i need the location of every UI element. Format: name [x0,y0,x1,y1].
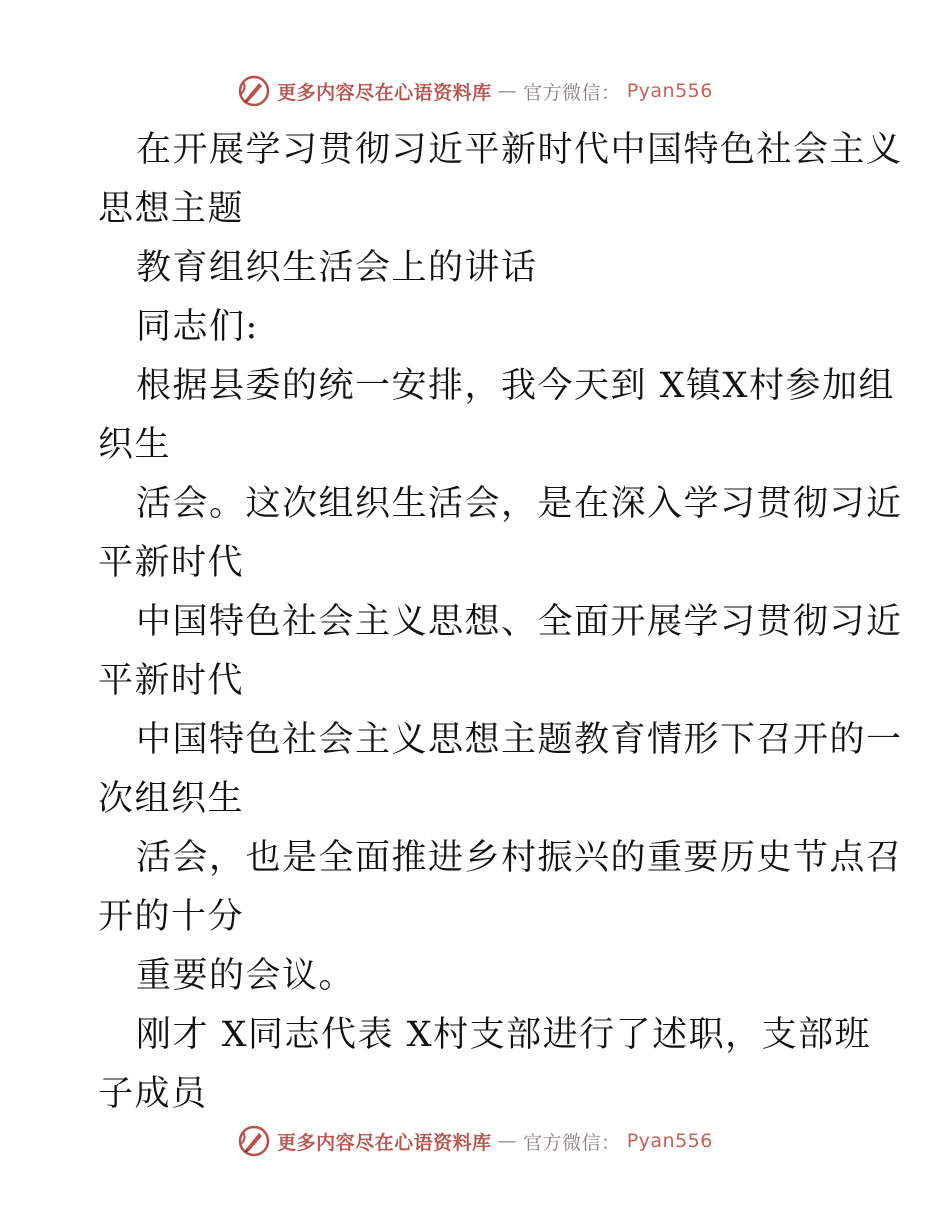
watermark-separator: — [497,1130,518,1152]
paragraph-line: 重要的会议。 [136,956,356,996]
watermark-official-label: 官方微信： [523,81,621,104]
paragraph-line: 次组织生 [98,779,245,819]
watermark-separator: — [497,80,518,102]
paragraph-line: 织生 [98,425,172,465]
title-line-1: 在开展学习贯彻习近平新时代中国特色社会主义 [136,130,903,170]
paragraph-line: 活会，也是全面推进乡村振兴的重要历史节点召 [136,838,903,878]
paragraph-line: 平新时代 [98,661,245,701]
paragraph-line: 开的十分 [98,897,245,937]
watermark-contact: Pyan556 [626,80,713,102]
watermark-brand: 更多内容尽在心语资料库 [277,1131,492,1154]
quill-pen-logo-icon [237,74,271,108]
document-body [98,121,903,1124]
paragraph-line: 中国特色社会主义思想主题教育情形下召开的一 [136,720,903,760]
paragraph-line: 根据县委的统一安排，我今天到 X镇X村参加组 [136,366,895,406]
title-line-2: 思想主题 [98,189,245,229]
watermark-brand: 更多内容尽在心语资料库 [277,81,492,104]
paragraph-line: 平新时代 [98,543,245,583]
quill-pen-logo-icon [237,1124,271,1158]
watermark-official-label: 官方微信： [523,1131,621,1154]
header-watermark [0,74,950,108]
salutation: 同志们: [136,307,259,347]
watermark-contact: Pyan556 [626,1130,713,1152]
paragraph-line: 刚才 X同志代表 X村支部进行了述职，支部班 [136,1015,872,1055]
title-line-3: 教育组织生活会上的讲话 [136,248,538,288]
paragraph-line: 活会。这次组织生活会，是在深入学习贯彻习近 [136,484,903,524]
paragraph-line: 子成员 [98,1074,208,1114]
footer-watermark [0,1124,950,1158]
paragraph-line: 中国特色社会主义思想、全面开展学习贯彻习近 [136,602,903,642]
